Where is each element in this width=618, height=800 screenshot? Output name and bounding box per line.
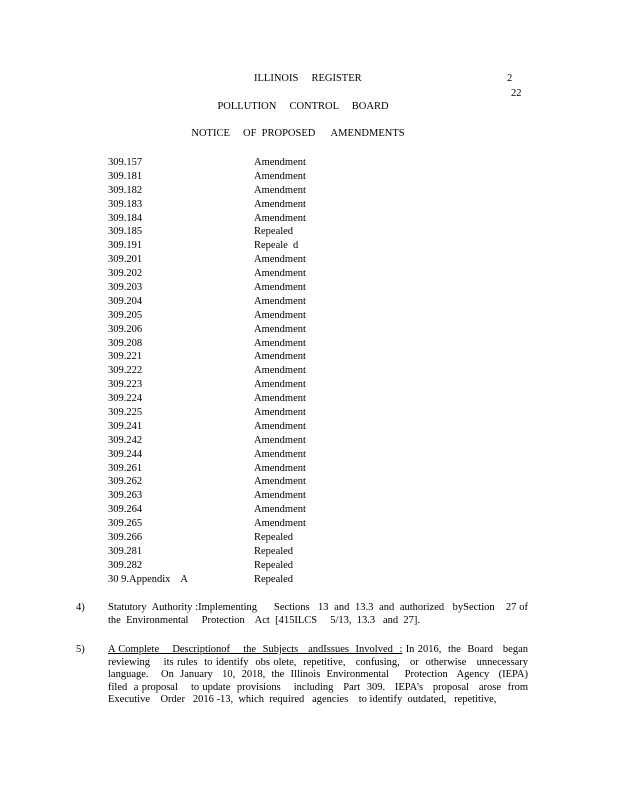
section-action: Amendment — [254, 407, 306, 419]
section-number: 309.223 — [108, 379, 143, 391]
table-row — [108, 489, 408, 503]
section-action: Repealed — [254, 559, 294, 571]
section-action: Amendment — [254, 462, 306, 474]
item-5-paragraph — [108, 644, 531, 707]
section-action: Amendment — [254, 448, 306, 460]
section-action: Amendment — [254, 170, 306, 182]
section-action: Amendment — [254, 518, 306, 530]
section-number: 309.221 — [108, 351, 143, 363]
item-5-text: In 2016, the Board began reviewing its rules to identify obs olete, repetitive, confusing, or otherwise unnecessary language. On January 10, 2018, the Illinois Environmental Protection Agency (IEPA) filed a proposal to update provisions including Part 309. IEPA’s proposal arose from Executive Order 2016 -13, which required agencies to identify outdated, repetitive, — [108, 644, 531, 706]
section-number: 309.242 — [108, 434, 143, 446]
table-row — [108, 350, 408, 364]
section-number: 309.264 — [108, 504, 143, 516]
section-action: Amendment — [254, 420, 306, 432]
section-action: Repealed — [254, 226, 294, 238]
table-row — [108, 170, 408, 184]
section-number: 309.205 — [108, 309, 143, 321]
section-action: Amendment — [254, 379, 306, 391]
section-action: Amendment — [254, 309, 306, 321]
section-number: 309.281 — [108, 545, 143, 557]
section-action: Repeale d — [254, 240, 299, 252]
section-number: 309.203 — [108, 282, 143, 294]
section-action: Amendment — [254, 323, 306, 335]
table-row — [108, 295, 408, 309]
table-row — [108, 198, 408, 212]
section-action: Amendment — [254, 254, 306, 266]
table-row — [108, 392, 408, 406]
table-row — [108, 517, 408, 531]
section-number: 309.225 — [108, 407, 143, 419]
table-row — [108, 281, 408, 295]
table-row — [108, 156, 408, 170]
table-row — [108, 531, 408, 545]
table-row — [108, 323, 408, 337]
section-number: 309.191 — [108, 240, 143, 252]
table-row — [108, 462, 408, 476]
section-action: Repealed — [254, 545, 294, 557]
section-number: 309.201 — [108, 254, 143, 266]
section-number: 309.157 — [108, 157, 143, 168]
sections-table — [108, 156, 408, 587]
item-4-number: 4) — [76, 602, 85, 613]
section-number: 309.265 — [108, 518, 143, 530]
section-action: Amendment — [254, 212, 306, 224]
item-5-heading: A Complete Descriptionof the Subjects andIssues Involved : — [108, 644, 403, 655]
section-action: Repealed — [254, 532, 294, 544]
table-row — [108, 475, 408, 489]
section-action: Amendment — [254, 282, 306, 294]
page-number: 2 — [507, 73, 513, 84]
section-number: 309.224 — [108, 393, 143, 405]
section-number: 309.266 — [108, 532, 143, 544]
item-4-text: Statutory Authority :Implementing Sections 13 and 13.3 and authorized bySection 27 of the Environmental Protection Act [415ILCS 5/13, 13.3 and 27]. — [108, 602, 534, 626]
section-number: 309.204 — [108, 295, 143, 307]
table-row — [108, 434, 408, 448]
section-number: 309.182 — [108, 184, 143, 196]
section-number: 309.222 — [108, 365, 143, 377]
section-number: 309.262 — [108, 476, 143, 488]
table-row — [108, 420, 408, 434]
table-row — [108, 184, 408, 198]
table-row — [108, 503, 408, 517]
table-row — [108, 239, 408, 253]
table-row — [108, 378, 408, 392]
page-number-secondary: 22 — [511, 88, 522, 99]
table-row — [108, 364, 408, 378]
section-number: 309.244 — [108, 448, 143, 460]
table-row — [108, 559, 408, 573]
table-row — [108, 212, 408, 226]
section-number: 309.282 — [108, 559, 143, 571]
section-number: 309.181 — [108, 170, 143, 182]
register-title: ILLINOIS REGISTER — [254, 73, 362, 84]
section-action: Amendment — [254, 393, 306, 405]
section-number: 309.241 — [108, 420, 143, 432]
item-5-number: 5) — [76, 644, 85, 655]
agency-title: POLLUTION CONTROL BOARD — [217, 101, 389, 112]
section-number: 309.261 — [108, 462, 143, 474]
section-action: Amendment — [254, 268, 306, 280]
section-number: 309.183 — [108, 198, 143, 210]
notice-title: NOTICE OF PROPOSED AMENDMENTS — [191, 128, 405, 139]
section-number: 309.202 — [108, 268, 143, 280]
section-action: Amendment — [254, 157, 306, 168]
table-row — [108, 337, 408, 351]
table-row — [108, 573, 408, 587]
section-number: 309.206 — [108, 323, 143, 335]
section-number: 309.263 — [108, 490, 143, 502]
section-action: Amendment — [254, 365, 306, 377]
section-number: 309.208 — [108, 337, 143, 349]
table-row — [108, 545, 408, 559]
section-action: Amendment — [254, 295, 306, 307]
section-action: Amendment — [254, 198, 306, 210]
table-row — [108, 309, 408, 323]
table-row — [108, 267, 408, 281]
table-row — [108, 225, 408, 239]
section-action: Amendment — [254, 351, 306, 363]
section-action: Amendment — [254, 504, 306, 516]
section-number: 30 9.Appendix A — [108, 573, 188, 585]
section-number: 309.185 — [108, 226, 143, 238]
table-row — [108, 448, 408, 462]
section-action: Amendment — [254, 434, 306, 446]
section-action: Amendment — [254, 337, 306, 349]
section-action: Repealed — [254, 573, 294, 585]
section-action: Amendment — [254, 490, 306, 502]
table-row — [108, 406, 408, 420]
table-row — [108, 253, 408, 267]
section-number: 309.184 — [108, 212, 143, 224]
section-action: Amendment — [254, 184, 306, 196]
section-action: Amendment — [254, 476, 306, 488]
